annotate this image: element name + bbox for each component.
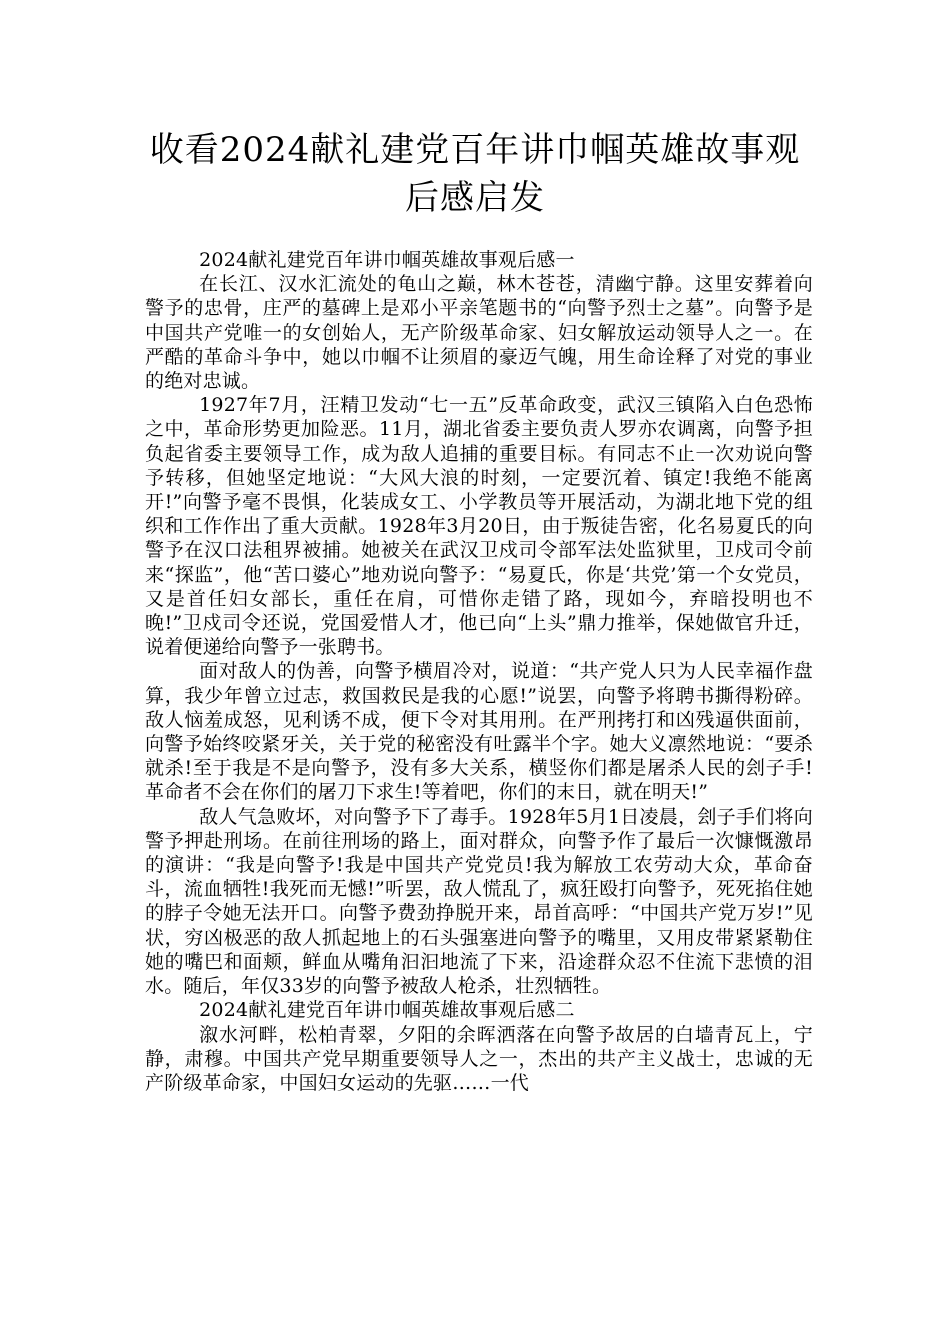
paragraph: 在长江、汉水汇流处的龟山之巅，林木苍苍，清幽宁静。这里安葬着向警予的忠骨，庄严的墓碑上是邓小平亲笔题书的“向警予烈士之墓”。向警予是中国共产党唯一的女创始人，无产阶级革命家、妇女解放运动领导人之一。在严酷的革命斗争中，她以巾帼不让须眉的豪迈气魄，用生命诠释了对党的事业的绝对忠诚。 (145, 273, 813, 393)
paragraph: 面对敌人的伪善，向警予横眉冷对，说道：“共产党人只为人民幸福作盘算，我少年曾立过志，救国救民是我的心愿!”说罢，向警予将聘书撕得粉碎。敌人恼羞成怒，见利诱不成，便下令对其用刑。在严刑拷打和凶残逼供面前，向警予始终咬紧牙关，关于党的秘密没有吐露半个字。她大义凛然地说：“要杀就杀!至于我是不是向警予，没有多大关系，横竖你们都是屠杀人民的刽子手!革命者不会在你们的屠刀下求生!等着吧，你们的末日，就在明天!” (145, 660, 813, 804)
title-line-2: 后感启发 (405, 178, 545, 218)
section-heading-2: 2024献礼建党百年讲巾帼英雄故事观后感二 (199, 999, 575, 1022)
document-body (145, 248, 813, 1095)
title-line-1: 收看2024献礼建党百年讲巾帼英雄故事观 (149, 130, 801, 170)
section-heading-1: 2024献礼建党百年讲巾帼英雄故事观后感一 (199, 249, 575, 271)
paragraph: 1927年7月，汪精卫发动“七一五”反革命政变，武汉三镇陷入白色恐怖之中，革命形势更加险恶。11月，湖北省委主要负责人罗亦农调离，向警予担负起省委主要领导工作，成为敌人追捕的重要目标。有同志不止一次劝说向警予转移，但她坚定地说：“大风大浪的时刻，一定要沉着、镇定!我绝不能离开!”向警予毫不畏惧，化装成女工、小学教员等开展活动，为湖北地下党的组织和工作作出了重大贡献。1928年3月20日，由于叛徒告密，化名易夏氏的向警予在汉口法租界被捕。她被关在武汉卫戍司令部军法处监狱里，卫戍司令前来“探监”，他“苦口婆心”地劝说向警予：“易夏氏，你是‘共党’第一个女党员，又是首任妇女部长，重任在肩，可惜你走错了路，现如今，弃暗投明也不晚!”卫戍司令还说，党国爱惜人才，他已向“上头”鼎力推举，保她做官升迁，说着便递给向警予一张聘书。 (145, 394, 813, 659)
document-title (120, 126, 830, 222)
paragraph: 溆水河畔，松柏青翠，夕阳的余晖洒落在向警予故居的白墙青瓦上，宁静，肃穆。中国共产党早期重要领导人之一，杰出的共产主义战士，忠诚的无产阶级革命家，中国妇女运动的先驱……一代 (145, 1023, 813, 1094)
paragraph: 敌人气急败坏，对向警予下了毒手。1928年5月1日凌晨，刽子手们将向警予押赴刑场。在前往刑场的路上，面对群众，向警予作了最后一次慷慨激昂的演讲：“我是向警予!我是中国共产党党员!我为解放工农劳动大众，革命奋斗，流血牺牲!我死而无憾!”听罢，敌人慌乱了，疯狂殴打向警予，死死掐住她的脖子令她无法开口。向警予费劲挣脱开来，昂首高呼：“中国共产党万岁!”见状，穷凶极恶的敌人抓起地上的石头强塞进向警予的嘴里，又用皮带紧紧勒住她的嘴巴和面颊，鲜血从嘴角汩汩地流了下来，沿途群众忍不住流下悲愤的泪水。随后，年仅33岁的向警予被敌人枪杀，壮烈牺牲。 (145, 805, 813, 998)
